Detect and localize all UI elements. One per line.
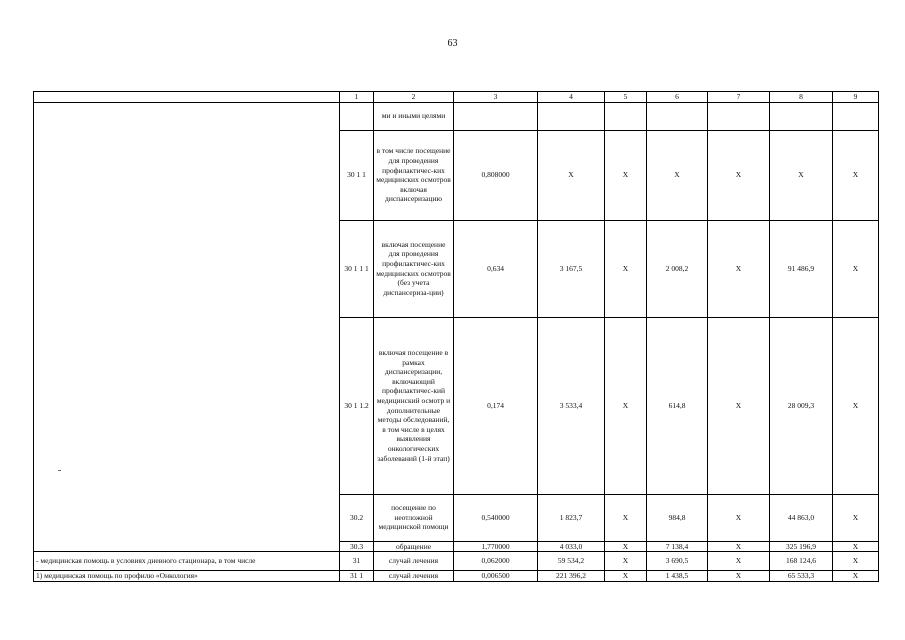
value-cell: X — [708, 317, 770, 494]
value-cell: 59 534,2 — [538, 552, 605, 571]
name-cell: включая посещение в рамках диспансеризации, включающий профилактичес-кий медицинский осмотр и дополнительные методы обследований, в том числе в целях выявления онкологических заболеваний (1-й этап) — [374, 317, 454, 494]
value-cell: 3 167,5 — [538, 220, 605, 317]
value-cell: X — [605, 552, 647, 571]
value-cell: X — [605, 571, 647, 582]
data-table — [33, 91, 879, 582]
page-number: 63 — [447, 38, 458, 49]
value-cell: 3 533,4 — [538, 317, 605, 494]
value-cell: X — [833, 220, 879, 317]
value-cell: 0,006500 — [454, 571, 538, 582]
value-cell: 65 533,3 — [770, 571, 833, 582]
table-row — [34, 571, 879, 582]
name-cell: включая посещение для проведения профилактичес-ких медицинских осмотров (без учета диспансериза-ции) — [374, 220, 454, 317]
value-cell: 221 396,2 — [538, 571, 605, 582]
header-cell: 7 — [708, 92, 770, 103]
value-cell: X — [605, 541, 647, 552]
value-cell: X — [708, 220, 770, 317]
name-cell: в том числе посещение для проведения профилактичес-ких медицинских осмотров включая диспансеризацию — [374, 130, 454, 220]
value-cell: X — [647, 130, 708, 220]
value-cell: 91 486,9 — [770, 220, 833, 317]
table-row — [34, 102, 879, 130]
header-cell: 8 — [770, 92, 833, 103]
code-cell: 31 — [340, 552, 374, 571]
header-cell: 3 — [454, 92, 538, 103]
code-cell: 30.3 — [340, 541, 374, 552]
code-cell: 30 1 1.2 — [340, 317, 374, 494]
header-cell-blank — [34, 92, 340, 103]
value-cell — [770, 102, 833, 130]
header-cell: 9 — [833, 92, 879, 103]
table-header-row — [34, 92, 879, 103]
value-cell: 325 196,9 — [770, 541, 833, 552]
value-cell: 3 690,5 — [647, 552, 708, 571]
header-cell: 6 — [647, 92, 708, 103]
value-cell: X — [708, 130, 770, 220]
value-cell: 1 438,5 — [647, 571, 708, 582]
value-cell: X — [833, 494, 879, 541]
value-cell: X — [833, 541, 879, 552]
value-cell: 0,062000 — [454, 552, 538, 571]
value-cell: 7 138,4 — [647, 541, 708, 552]
value-cell: X — [605, 494, 647, 541]
value-cell: 28 009,3 — [770, 317, 833, 494]
value-cell: X — [708, 552, 770, 571]
code-cell: 31 1 — [340, 571, 374, 582]
value-cell: X — [605, 130, 647, 220]
code-cell — [340, 102, 374, 130]
name-cell: обращение — [374, 541, 454, 552]
value-cell: 2 008,2 — [647, 220, 708, 317]
scan-mark — [58, 470, 61, 471]
row-label-cell: - медицинская помощь в условиях дневного стационара, в том числе — [34, 552, 340, 571]
value-cell — [833, 102, 879, 130]
value-cell: X — [833, 317, 879, 494]
value-cell: 0,634 — [454, 220, 538, 317]
value-cell: 984,8 — [647, 494, 708, 541]
value-cell: X — [605, 220, 647, 317]
value-cell: X — [708, 571, 770, 582]
header-cell: 2 — [374, 92, 454, 103]
value-cell: 168 124,6 — [770, 552, 833, 571]
value-cell: X — [538, 130, 605, 220]
value-cell — [708, 102, 770, 130]
value-cell: 1,770000 — [454, 541, 538, 552]
value-cell: 44 863,0 — [770, 494, 833, 541]
name-cell: случай лечения — [374, 552, 454, 571]
value-cell — [647, 102, 708, 130]
name-cell: ми и иными целями — [374, 102, 454, 130]
value-cell: 4 033,0 — [538, 541, 605, 552]
value-cell: 0,174 — [454, 317, 538, 494]
header-cell: 5 — [605, 92, 647, 103]
row-label-cell — [34, 102, 340, 552]
value-cell: X — [770, 130, 833, 220]
value-cell: 0,540000 — [454, 494, 538, 541]
name-cell: посещение по неотложной медицинской помощи — [374, 494, 454, 541]
header-cell: 1 — [340, 92, 374, 103]
code-cell: 30 1 1 — [340, 130, 374, 220]
name-cell: случай лечения — [374, 571, 454, 582]
value-cell: X — [833, 571, 879, 582]
value-cell: X — [708, 494, 770, 541]
table-row — [34, 552, 879, 571]
code-cell: 30.2 — [340, 494, 374, 541]
value-cell: X — [833, 130, 879, 220]
value-cell: 0,808000 — [454, 130, 538, 220]
value-cell: 1 823,7 — [538, 494, 605, 541]
value-cell: 614,8 — [647, 317, 708, 494]
value-cell — [454, 102, 538, 130]
header-cell: 4 — [538, 92, 605, 103]
value-cell: X — [833, 552, 879, 571]
code-cell: 30 1 1 1 — [340, 220, 374, 317]
value-cell: X — [605, 317, 647, 494]
value-cell — [605, 102, 647, 130]
row-label-cell: 1) медицинская помощь по профилю «Онкология» — [34, 571, 340, 582]
value-cell: X — [708, 541, 770, 552]
value-cell — [538, 102, 605, 130]
